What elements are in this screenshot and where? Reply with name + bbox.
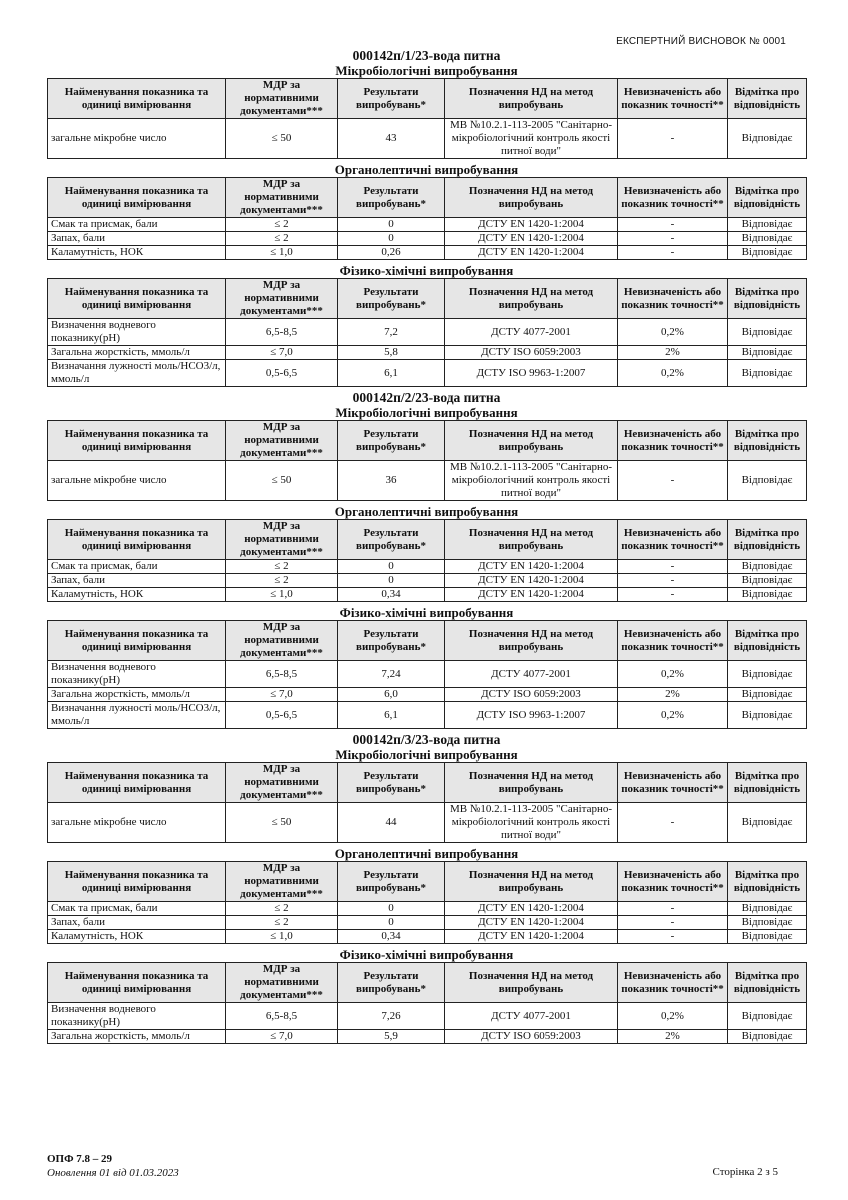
cell-indicator-name: Запах, бали — [48, 574, 226, 588]
table-row — [48, 360, 807, 387]
cell-test-result: 0,34 — [338, 588, 445, 602]
cell-method-reference: ДСТУ EN 1420-1:2004 — [445, 930, 618, 944]
column-header-method-reference: Позначення НД на метод випробувань — [445, 178, 618, 218]
column-header-compliance-mark: Відмітка про відповідність — [728, 862, 807, 902]
section-title: Мікробіологічні випробування — [335, 63, 518, 78]
cell-uncertainty: - — [618, 588, 728, 602]
cell-uncertainty: - — [618, 461, 728, 501]
cell-method-reference: ДСТУ ISO 6059:2003 — [445, 346, 618, 360]
cell-uncertainty: - — [618, 560, 728, 574]
column-header-test-result: Результати випробувань* — [338, 763, 445, 803]
cell-test-result: 0,26 — [338, 246, 445, 260]
cell-test-result: 0,34 — [338, 930, 445, 944]
cell-method-reference: ДСТУ 4077-2001 — [445, 661, 618, 688]
cell-method-reference: ДСТУ EN 1420-1:2004 — [445, 218, 618, 232]
column-header-test-result: Результати випробувань* — [338, 621, 445, 661]
table-row — [48, 218, 807, 232]
column-header-indicator-name: Найменування показника та одиниці вимірювання — [48, 421, 226, 461]
cell-mdr-limit: ≤ 7,0 — [226, 1030, 338, 1044]
table-header-row — [48, 963, 807, 1003]
table-header-row — [48, 279, 807, 319]
cell-uncertainty: - — [618, 246, 728, 260]
cell-mdr-limit: 0,5-6,5 — [226, 702, 338, 729]
cell-indicator-name: Визначення водневого показнику(pH) — [48, 661, 226, 688]
results-table — [47, 78, 807, 159]
table-row — [48, 560, 807, 574]
cell-indicator-name: Визначання лужності моль/НСО3/л, ммоль/л — [48, 360, 226, 387]
column-header-method-reference: Позначення НД на метод випробувань — [445, 520, 618, 560]
cell-compliance-mark: Відповідає — [728, 702, 807, 729]
cell-compliance-mark: Відповідає — [728, 902, 807, 916]
cell-uncertainty: 2% — [618, 346, 728, 360]
cell-indicator-name: загальне мікробне число — [48, 803, 226, 843]
column-header-method-reference: Позначення НД на метод випробувань — [445, 963, 618, 1003]
column-header-compliance-mark: Відмітка про відповідність — [728, 520, 807, 560]
section-title: Мікробіологічні випробування — [335, 405, 518, 420]
column-header-mdr-limit: МДР за нормативними документами*** — [226, 763, 338, 803]
cell-compliance-mark: Відповідає — [728, 1003, 807, 1030]
cell-mdr-limit: 6,5-8,5 — [226, 1003, 338, 1030]
table-row — [48, 902, 807, 916]
section-title: Фізико-хімічні випробування — [339, 947, 514, 962]
results-table — [47, 420, 807, 501]
cell-mdr-limit: ≤ 2 — [226, 232, 338, 246]
table-row — [48, 319, 807, 346]
cell-test-result: 0 — [338, 902, 445, 916]
cell-uncertainty: - — [618, 930, 728, 944]
column-header-test-result: Результати випробувань* — [338, 79, 445, 119]
cell-uncertainty: - — [618, 232, 728, 246]
cell-mdr-limit: ≤ 50 — [226, 119, 338, 159]
table-row — [48, 346, 807, 360]
column-header-test-result: Результати випробувань* — [338, 279, 445, 319]
column-header-mdr-limit: МДР за нормативними документами*** — [226, 421, 338, 461]
cell-uncertainty: - — [618, 574, 728, 588]
cell-mdr-limit: ≤ 50 — [226, 803, 338, 843]
section-title: Органолептичні випробування — [334, 162, 519, 177]
column-header-uncertainty: Невизначеність або показник точності** — [618, 79, 728, 119]
cell-compliance-mark: Відповідає — [728, 803, 807, 843]
cell-uncertainty: - — [618, 803, 728, 843]
table-row — [48, 916, 807, 930]
cell-mdr-limit: ≤ 2 — [226, 574, 338, 588]
cell-compliance-mark: Відповідає — [728, 916, 807, 930]
column-header-test-result: Результати випробувань* — [338, 520, 445, 560]
sample-title: 000142п/3/23-вода питна — [352, 732, 501, 747]
cell-method-reference: ДСТУ ISO 9963-1:2007 — [445, 360, 618, 387]
cell-method-reference: МВ №10.2.1-113-2005 "Санітарно-мікробіологічний контроль якості питної води" — [445, 119, 618, 159]
cell-mdr-limit: ≤ 7,0 — [226, 346, 338, 360]
column-header-uncertainty: Невизначеність або показник точності** — [618, 763, 728, 803]
results-table — [47, 861, 807, 944]
table-row — [48, 232, 807, 246]
cell-compliance-mark: Відповідає — [728, 574, 807, 588]
cell-mdr-limit: 6,5-8,5 — [226, 661, 338, 688]
table-row — [48, 588, 807, 602]
table-row — [48, 688, 807, 702]
column-header-indicator-name: Найменування показника та одиниці вимірювання — [48, 279, 226, 319]
column-header-compliance-mark: Відмітка про відповідність — [728, 421, 807, 461]
results-table — [47, 177, 807, 260]
cell-test-result: 0 — [338, 916, 445, 930]
column-header-method-reference: Позначення НД на метод випробувань — [445, 763, 618, 803]
table-row — [48, 661, 807, 688]
table-header-row — [48, 520, 807, 560]
results-table — [47, 278, 807, 387]
cell-test-result: 0 — [338, 560, 445, 574]
cell-compliance-mark: Відповідає — [728, 346, 807, 360]
cell-method-reference: ДСТУ 4077-2001 — [445, 319, 618, 346]
cell-compliance-mark: Відповідає — [728, 232, 807, 246]
table-header-row — [48, 421, 807, 461]
column-header-method-reference: Позначення НД на метод випробувань — [445, 279, 618, 319]
cell-method-reference: ДСТУ EN 1420-1:2004 — [445, 916, 618, 930]
cell-indicator-name: Запах, бали — [48, 232, 226, 246]
table-row — [48, 574, 807, 588]
cell-test-result: 0 — [338, 574, 445, 588]
column-header-test-result: Результати випробувань* — [338, 963, 445, 1003]
column-header-method-reference: Позначення НД на метод випробувань — [445, 421, 618, 461]
column-header-uncertainty: Невизначеність або показник точності** — [618, 178, 728, 218]
cell-indicator-name: Визначення водневого показнику(pH) — [48, 319, 226, 346]
cell-indicator-name: Каламутність, НОК — [48, 588, 226, 602]
table-row — [48, 702, 807, 729]
cell-test-result: 6,0 — [338, 688, 445, 702]
cell-compliance-mark: Відповідає — [728, 119, 807, 159]
results-table — [47, 762, 807, 843]
cell-test-result: 44 — [338, 803, 445, 843]
column-header-method-reference: Позначення НД на метод випробувань — [445, 862, 618, 902]
section-title: Фізико-хімічні випробування — [339, 263, 514, 278]
cell-test-result: 7,26 — [338, 1003, 445, 1030]
cell-compliance-mark: Відповідає — [728, 930, 807, 944]
cell-indicator-name: Смак та присмак, бали — [48, 218, 226, 232]
column-header-uncertainty: Невизначеність або показник точності** — [618, 520, 728, 560]
cell-method-reference: ДСТУ EN 1420-1:2004 — [445, 902, 618, 916]
cell-test-result: 6,1 — [338, 702, 445, 729]
cell-uncertainty: 0,2% — [618, 360, 728, 387]
column-header-uncertainty: Невизначеність або показник точності** — [618, 279, 728, 319]
cell-uncertainty: 0,2% — [618, 661, 728, 688]
section-title: Органолептичні випробування — [334, 504, 519, 519]
column-header-indicator-name: Найменування показника та одиниці вимірювання — [48, 621, 226, 661]
cell-test-result: 0 — [338, 218, 445, 232]
cell-mdr-limit: ≤ 2 — [226, 902, 338, 916]
cell-indicator-name: Смак та присмак, бали — [48, 902, 226, 916]
cell-test-result: 0 — [338, 232, 445, 246]
cell-test-result: 43 — [338, 119, 445, 159]
table-header-row — [48, 763, 807, 803]
table-row — [48, 803, 807, 843]
table-row — [48, 461, 807, 501]
cell-method-reference: ДСТУ EN 1420-1:2004 — [445, 246, 618, 260]
column-header-uncertainty: Невизначеність або показник точності** — [618, 421, 728, 461]
cell-mdr-limit: ≤ 2 — [226, 560, 338, 574]
cell-mdr-limit: ≤ 2 — [226, 218, 338, 232]
cell-indicator-name: загальне мікробне число — [48, 119, 226, 159]
cell-mdr-limit: ≤ 1,0 — [226, 588, 338, 602]
cell-indicator-name: Каламутність, НОК — [48, 246, 226, 260]
cell-mdr-limit: 6,5-8,5 — [226, 319, 338, 346]
cell-method-reference: ДСТУ ISO 9963-1:2007 — [445, 702, 618, 729]
column-header-indicator-name: Найменування показника та одиниці вимірювання — [48, 862, 226, 902]
column-header-mdr-limit: МДР за нормативними документами*** — [226, 279, 338, 319]
column-header-indicator-name: Найменування показника та одиниці вимірювання — [48, 178, 226, 218]
cell-compliance-mark: Відповідає — [728, 588, 807, 602]
table-row — [48, 246, 807, 260]
column-header-indicator-name: Найменування показника та одиниці вимірювання — [48, 79, 226, 119]
form-code: ОПФ 7.8 – 29 — [47, 1153, 113, 1165]
cell-indicator-name: Каламутність, НОК — [48, 930, 226, 944]
cell-uncertainty: - — [618, 902, 728, 916]
column-header-indicator-name: Найменування показника та одиниці вимірювання — [48, 963, 226, 1003]
cell-method-reference: ДСТУ ISO 6059:2003 — [445, 688, 618, 702]
section-title: Мікробіологічні випробування — [335, 747, 518, 762]
sample-title: 000142п/1/23-вода питна — [352, 48, 501, 63]
update-note: Оновлення 01 від 01.03.2023 — [47, 1167, 179, 1179]
cell-method-reference: МВ №10.2.1-113-2005 "Санітарно-мікробіологічний контроль якості питної води" — [445, 461, 618, 501]
column-header-method-reference: Позначення НД на метод випробувань — [445, 79, 618, 119]
cell-mdr-limit: ≤ 1,0 — [226, 930, 338, 944]
results-table — [47, 519, 807, 602]
results-content — [47, 48, 806, 1047]
cell-method-reference: МВ №10.2.1-113-2005 "Санітарно-мікробіологічний контроль якості питної води" — [445, 803, 618, 843]
section-title: Фізико-хімічні випробування — [339, 605, 514, 620]
cell-uncertainty: 2% — [618, 1030, 728, 1044]
table-header-row — [48, 862, 807, 902]
page-number: Сторінка 2 з 5 — [712, 1166, 778, 1178]
column-header-compliance-mark: Відмітка про відповідність — [728, 178, 807, 218]
cell-uncertainty: 2% — [618, 688, 728, 702]
results-table — [47, 962, 807, 1044]
cell-compliance-mark: Відповідає — [728, 560, 807, 574]
column-header-compliance-mark: Відмітка про відповідність — [728, 963, 807, 1003]
cell-test-result: 6,1 — [338, 360, 445, 387]
column-header-method-reference: Позначення НД на метод випробувань — [445, 621, 618, 661]
cell-uncertainty: 0,2% — [618, 319, 728, 346]
column-header-compliance-mark: Відмітка про відповідність — [728, 763, 807, 803]
cell-uncertainty: 0,2% — [618, 702, 728, 729]
column-header-mdr-limit: МДР за нормативними документами*** — [226, 520, 338, 560]
cell-method-reference: ДСТУ EN 1420-1:2004 — [445, 574, 618, 588]
cell-uncertainty: - — [618, 218, 728, 232]
cell-indicator-name: Запах, бали — [48, 916, 226, 930]
column-header-mdr-limit: МДР за нормативними документами*** — [226, 178, 338, 218]
column-header-mdr-limit: МДР за нормативними документами*** — [226, 963, 338, 1003]
column-header-uncertainty: Невизначеність або показник точності** — [618, 621, 728, 661]
cell-mdr-limit: ≤ 50 — [226, 461, 338, 501]
table-row — [48, 119, 807, 159]
column-header-compliance-mark: Відмітка про відповідність — [728, 279, 807, 319]
column-header-indicator-name: Найменування показника та одиниці вимірювання — [48, 520, 226, 560]
cell-method-reference: ДСТУ EN 1420-1:2004 — [445, 232, 618, 246]
cell-mdr-limit: ≤ 7,0 — [226, 688, 338, 702]
cell-indicator-name: Визначення водневого показнику(pH) — [48, 1003, 226, 1030]
section-title: Органолептичні випробування — [334, 846, 519, 861]
column-header-uncertainty: Невизначеність або показник точності** — [618, 963, 728, 1003]
cell-indicator-name: Смак та присмак, бали — [48, 560, 226, 574]
sample-title: 000142п/2/23-вода питна — [352, 390, 501, 405]
cell-compliance-mark: Відповідає — [728, 1030, 807, 1044]
cell-indicator-name: Загальна жорсткість, ммоль/л — [48, 346, 226, 360]
column-header-test-result: Результати випробувань* — [338, 862, 445, 902]
cell-test-result: 36 — [338, 461, 445, 501]
document-header-title: ЕКСПЕРТНИЙ ВИСНОВОК № 0001 — [616, 36, 786, 47]
cell-method-reference: ДСТУ 4077-2001 — [445, 1003, 618, 1030]
cell-uncertainty: 0,2% — [618, 1003, 728, 1030]
column-header-test-result: Результати випробувань* — [338, 421, 445, 461]
column-header-uncertainty: Невизначеність або показник точності** — [618, 862, 728, 902]
cell-compliance-mark: Відповідає — [728, 218, 807, 232]
table-header-row — [48, 621, 807, 661]
cell-compliance-mark: Відповідає — [728, 246, 807, 260]
cell-uncertainty: - — [618, 916, 728, 930]
cell-test-result: 5,8 — [338, 346, 445, 360]
table-header-row — [48, 178, 807, 218]
cell-method-reference: ДСТУ EN 1420-1:2004 — [445, 560, 618, 574]
footer-form-info — [47, 1152, 179, 1180]
cell-mdr-limit: ≤ 1,0 — [226, 246, 338, 260]
cell-compliance-mark: Відповідає — [728, 461, 807, 501]
column-header-mdr-limit: МДР за нормативними документами*** — [226, 862, 338, 902]
column-header-indicator-name: Найменування показника та одиниці вимірювання — [48, 763, 226, 803]
cell-method-reference: ДСТУ ISO 6059:2003 — [445, 1030, 618, 1044]
column-header-compliance-mark: Відмітка про відповідність — [728, 79, 807, 119]
results-table — [47, 620, 807, 729]
table-row — [48, 1003, 807, 1030]
cell-indicator-name: Загальна жорсткість, ммоль/л — [48, 1030, 226, 1044]
cell-indicator-name: загальне мікробне число — [48, 461, 226, 501]
cell-test-result: 7,24 — [338, 661, 445, 688]
cell-compliance-mark: Відповідає — [728, 661, 807, 688]
cell-test-result: 5,9 — [338, 1030, 445, 1044]
cell-compliance-mark: Відповідає — [728, 319, 807, 346]
cell-compliance-mark: Відповідає — [728, 688, 807, 702]
column-header-mdr-limit: МДР за нормативними документами*** — [226, 621, 338, 661]
cell-compliance-mark: Відповідає — [728, 360, 807, 387]
table-row — [48, 930, 807, 944]
cell-indicator-name: Загальна жорсткість, ммоль/л — [48, 688, 226, 702]
table-row — [48, 1030, 807, 1044]
table-header-row — [48, 79, 807, 119]
column-header-test-result: Результати випробувань* — [338, 178, 445, 218]
cell-uncertainty: - — [618, 119, 728, 159]
cell-indicator-name: Визначання лужності моль/НСО3/л, ммоль/л — [48, 702, 226, 729]
cell-test-result: 7,2 — [338, 319, 445, 346]
column-header-mdr-limit: МДР за нормативними документами*** — [226, 79, 338, 119]
cell-method-reference: ДСТУ EN 1420-1:2004 — [445, 588, 618, 602]
column-header-compliance-mark: Відмітка про відповідність — [728, 621, 807, 661]
cell-mdr-limit: ≤ 2 — [226, 916, 338, 930]
cell-mdr-limit: 0,5-6,5 — [226, 360, 338, 387]
